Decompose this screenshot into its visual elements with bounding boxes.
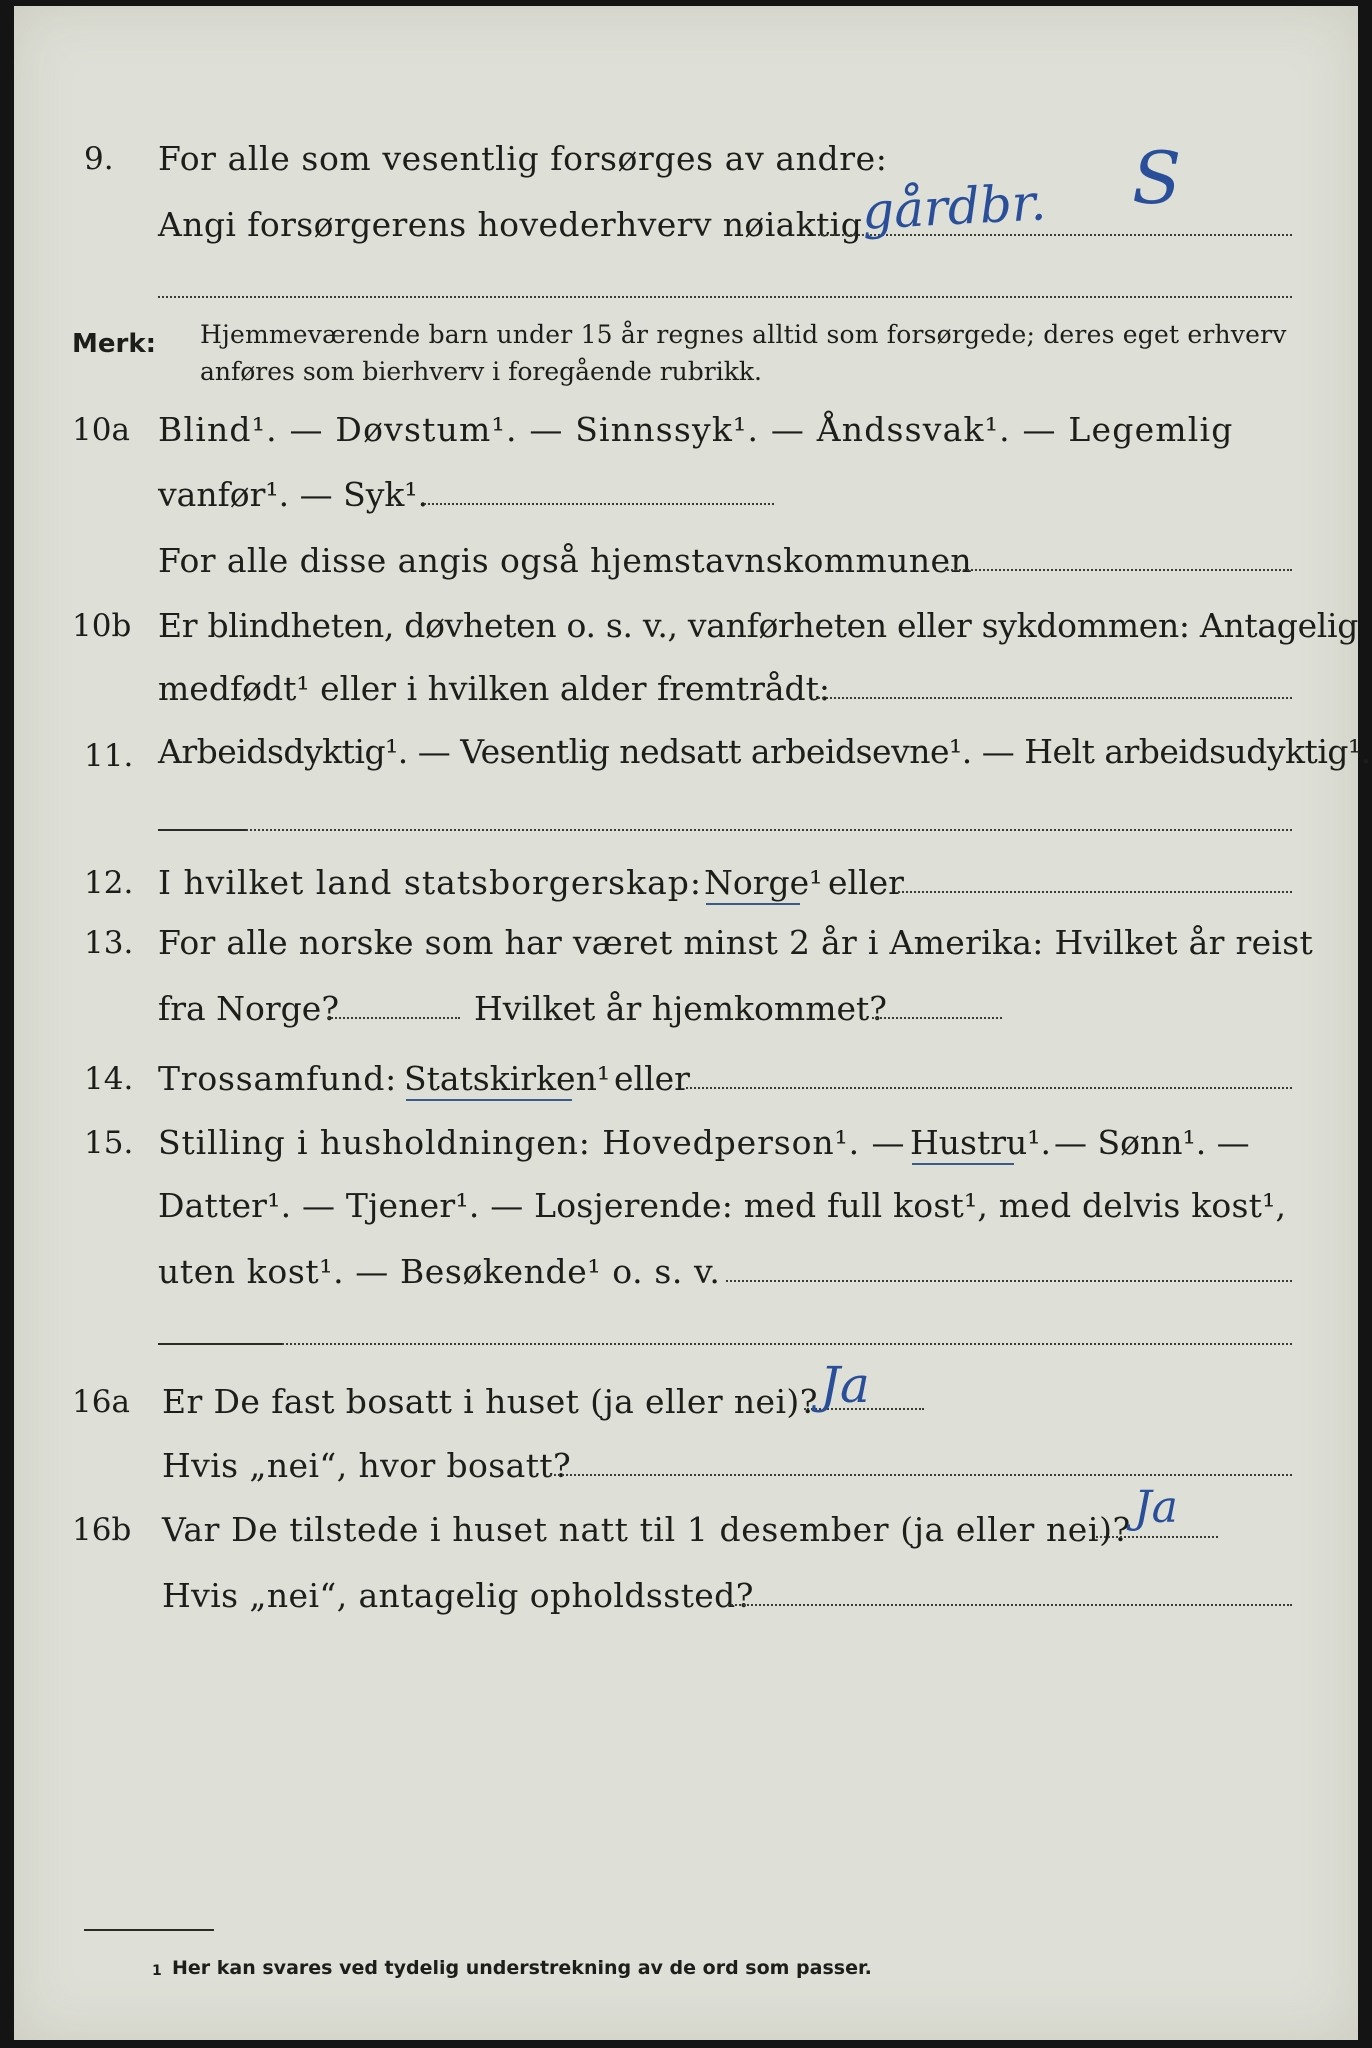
q14-number: 14. (84, 1061, 134, 1097)
merk-label: Merk: (72, 329, 157, 359)
q10b-number: 10b (72, 608, 132, 644)
q16b-line1: Var De tilstede i huset natt til 1 desember (ja eller nei)? (162, 1510, 1131, 1549)
q14-statskirken-underline (406, 1099, 572, 1101)
q16b-answer-field[interactable] (1096, 1536, 1218, 1538)
q11-line1: Arbeidsdyktig¹. — Vesentlig nedsatt arbeidsevne¹. — Helt arbeidsudyktig¹. (158, 732, 1371, 771)
q10a-line3: For alle disse angis også hjemstavnskommunen (158, 541, 973, 580)
q9-handwritten-answer: gårdbr. (860, 173, 1048, 241)
q14-answer-field[interactable] (686, 1087, 1292, 1089)
q13-line1: For alle norske som har været minst 2 år i Amerika: Hvilket år reist (158, 923, 1314, 962)
q16b-number: 16b (72, 1512, 132, 1548)
q9-handwritten-mark: S (1132, 136, 1182, 220)
q11-answer-field[interactable] (246, 829, 1292, 831)
q11-number: 11. (84, 738, 134, 774)
q16b-handwritten-answer: Ja (1134, 1482, 1178, 1533)
q15-line3: uten kost¹. — Besøkende¹ o. s. v. (158, 1252, 721, 1291)
q16a-line1: Er De fast bosatt i huset (ja eller nei)? (162, 1382, 818, 1421)
census-form-page (14, 6, 1371, 2040)
q12-norge-option: Norge¹ (704, 863, 823, 902)
q12-number: 12. (84, 865, 134, 901)
footnote-mark: 1 (152, 1963, 162, 1979)
q15-number: 15. (84, 1125, 134, 1161)
q15-answer-field[interactable] (726, 1280, 1292, 1282)
q12-prefix: I hvilket land statsborgerskap: (158, 863, 703, 902)
q9-question-line2: Angi forsørgerens hovederhverv nøiaktig (158, 205, 863, 244)
footnote-rule (84, 1929, 214, 1931)
q13-part-a: fra Norge? (158, 989, 340, 1028)
q15-line1-b: — Sønn¹. — (1054, 1123, 1250, 1162)
q10a-syk-field[interactable] (424, 503, 774, 505)
q10b-line1: Er blindheten, døvheten o. s. v., vanførheten eller sykdommen: Antagelig (158, 606, 1359, 645)
q10a-line1: Blind¹. — Døvstum¹. — Sinnssyk¹. — Åndssvak¹. — Legemlig (158, 410, 1234, 449)
q16a-bosatt-field[interactable] (550, 1474, 1292, 1476)
q16b-opholdssted-field[interactable] (728, 1604, 1292, 1606)
q10b-line2: medfødt¹ eller i hvilken alder fremtrådt: (158, 669, 831, 708)
q9-number: 9. (84, 141, 114, 177)
q11-rule-solid (158, 829, 246, 831)
q9-extra-line[interactable] (158, 296, 1292, 298)
q16b-line2: Hvis „nei“, antagelig opholdssted? (162, 1576, 754, 1615)
q13-part-b: Hvilket år hjemkommet? (474, 989, 887, 1028)
q13-hjemkommet-field[interactable] (872, 1017, 1002, 1019)
q14-statskirken-option: Statskirken¹ (404, 1059, 611, 1098)
q14-prefix: Trossamfund: (158, 1059, 398, 1098)
q10a-number: 10a (72, 412, 130, 448)
q15-hustru-underline (912, 1163, 1014, 1165)
q12-answer-field[interactable] (898, 891, 1292, 893)
q10a-hjemstavn-field[interactable] (944, 569, 1292, 571)
q16a-line2: Hvis „nei“, hvor bosatt? (162, 1446, 572, 1485)
merk-note-line2: anføres som bierhverv i foregående rubrikk. (200, 357, 762, 386)
q12-suffix: eller (828, 863, 904, 902)
q16a-handwritten-answer: Ja (820, 1356, 870, 1414)
merk-note-line1: Hjemmeværende barn under 15 år regnes alltid som forsørgede; deres eget erhverv (200, 320, 1287, 349)
q10b-answer-field[interactable] (818, 697, 1292, 699)
q15-line2: Datter¹. — Tjener¹. — Losjerende: med full kost¹, med delvis kost¹, (158, 1186, 1287, 1225)
q10a-line2: vanfør¹. — Syk¹. (158, 475, 429, 514)
q16a-number: 16a (72, 1384, 130, 1420)
q9-question-line1: For alle som vesentlig forsørges av andre: (158, 139, 888, 178)
q15-rule-solid (158, 1343, 282, 1345)
q13-number: 13. (84, 925, 134, 961)
q13-reist-field[interactable] (328, 1017, 460, 1019)
q15-hustru-option: Hustru¹. (910, 1123, 1051, 1162)
footnote-text: Her kan svares ved tydelig understrekning av de ord som passer. (172, 1957, 872, 1979)
q14-suffix: eller (614, 1059, 690, 1098)
q15-line1-a: Stilling i husholdningen: Hovedperson¹. — (158, 1123, 906, 1162)
q12-norge-underline (706, 903, 800, 905)
q15-extra-line[interactable] (282, 1343, 1292, 1345)
